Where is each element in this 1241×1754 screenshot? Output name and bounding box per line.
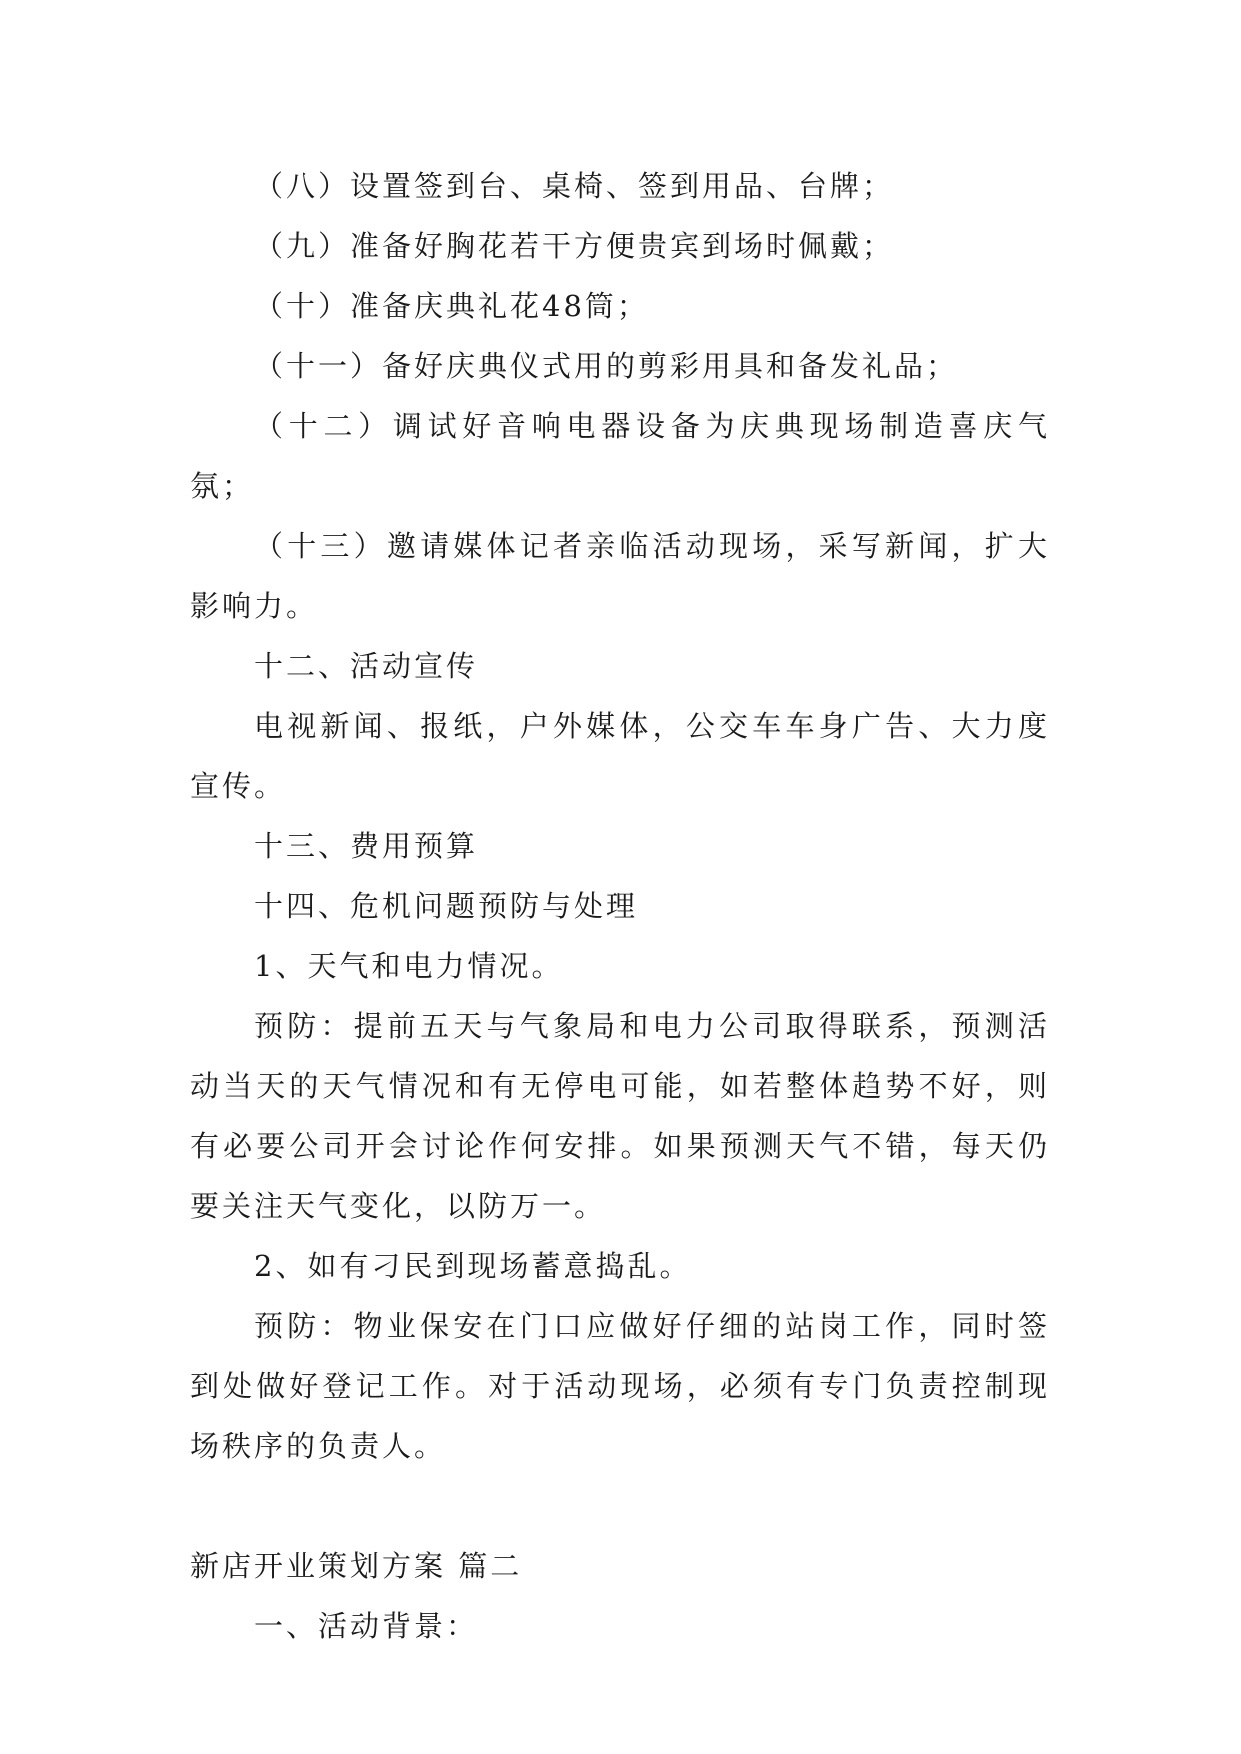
heading-publicity: 十二、活动宣传: [254, 649, 479, 683]
heading-budget: 十三、费用预算: [254, 829, 479, 863]
paragraph-weather-prevention: 预防：提前五天与气象局和电力公司取得联系，预测活动当天的天气情况和有无停电可能，如若整体趋势不好，则有必要公司开会讨论作何安排。如果预测天气不错，每天仍要关注天气变化，以防万一。: [190, 1009, 1050, 1223]
paragraph-item-10: （十）准备庆典礼花48筒；: [254, 289, 649, 323]
heading-crisis: 十四、危机问题预防与处理: [254, 889, 639, 923]
section-gap: [190, 1476, 1050, 1536]
subheading-disturbance: 2、如有刁民到现场蓄意捣乱。: [254, 1249, 692, 1283]
paragraph-disturbance-prevention: 预防：物业保安在门口应做好仔细的站岗工作，同时签到处做好登记工作。对于活动现场，必须有专门负责控制现场秩序的负责人。: [190, 1309, 1050, 1463]
paragraph-publicity: 电视新闻、报纸，户外媒体，公交车车身广告、大力度宣传。: [190, 709, 1050, 803]
paragraph-item-13: （十三）邀请媒体记者亲临活动现场，采写新闻，扩大影响力。: [190, 529, 1050, 623]
subheading-weather: 1、天气和电力情况。: [254, 949, 564, 983]
document-body: [190, 156, 1050, 1656]
paragraph-item-9: （九）准备好胸花若干方便贵宾到场时佩戴；: [254, 229, 895, 263]
paragraph-item-8: （八）设置签到台、桌椅、签到用品、台牌；: [254, 169, 895, 203]
paragraph-item-11: （十一）备好庆典仪式用的剪彩用具和备发礼品；: [254, 349, 959, 383]
paragraph-item-12: （十二）调试好音响电器设备为庆典现场制造喜庆气氛；: [190, 409, 1050, 503]
section-title: 新店开业策划方案 篇二: [190, 1549, 523, 1583]
heading-background: 一、活动背景：: [254, 1609, 479, 1643]
